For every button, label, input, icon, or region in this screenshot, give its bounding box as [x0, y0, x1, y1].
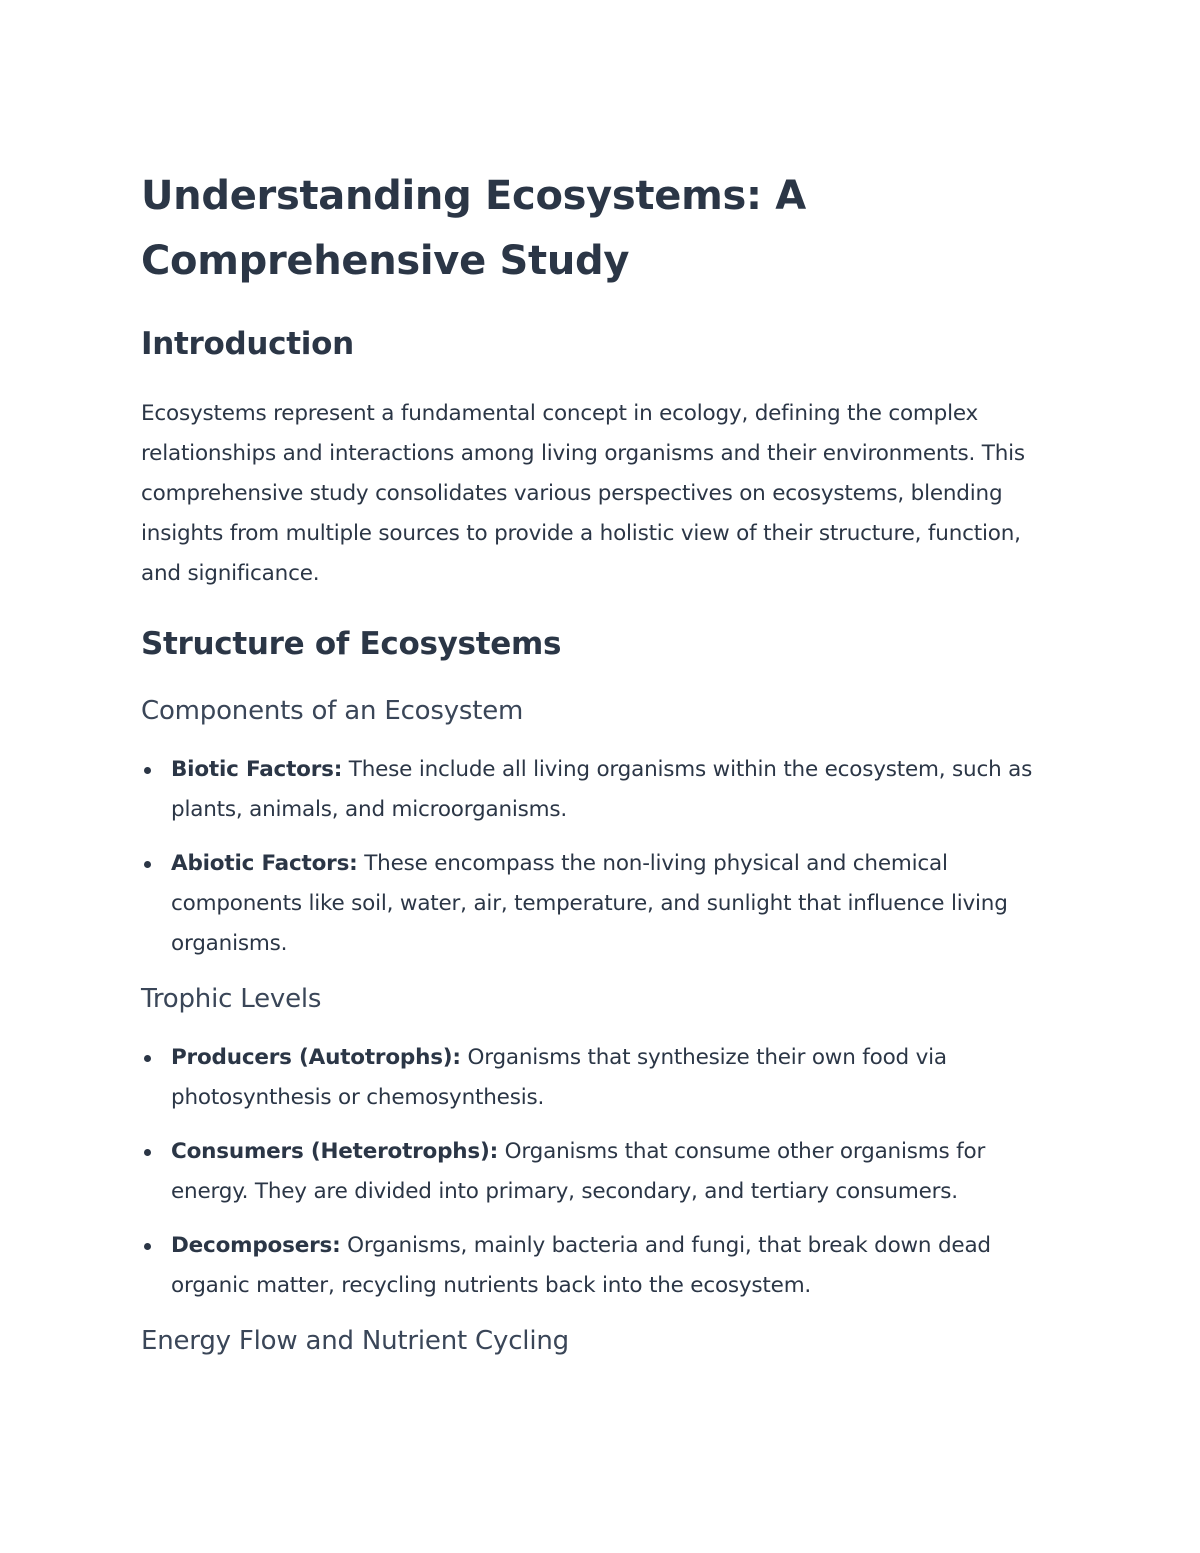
- bullet-icon: [144, 1149, 151, 1156]
- list-item-term: Abiotic Factors:: [171, 851, 358, 876]
- list-item: [141, 1038, 1061, 1118]
- bullet-icon: [144, 861, 151, 868]
- list-item-term: Consumers (Heterotrophs):: [171, 1139, 499, 1164]
- section-heading-introduction: Introduction: [141, 326, 354, 362]
- list-item-text: Organisms that consume other organisms for energy. They are divided into primary, secondary, and tertiary consumers.: [171, 1139, 986, 1204]
- subsection-heading-trophic-levels: Trophic Levels: [141, 984, 322, 1014]
- section-heading-structure: Structure of Ecosystems: [141, 626, 562, 662]
- components-list: [141, 750, 1061, 964]
- list-item: [141, 844, 1061, 964]
- bullet-icon: [144, 1055, 151, 1062]
- bullet-icon: [144, 767, 151, 774]
- trophic-levels-list: [141, 1038, 1061, 1306]
- document-title: Understanding Ecosystems: A Comprehensive Study: [141, 173, 806, 284]
- list-item: [141, 1132, 1061, 1212]
- list-item-text: These encompass the non-living physical and chemical components like soil, water, air, temperature, and sunlight that influence living organisms.: [171, 851, 1008, 956]
- list-item-text: These include all living organisms within the ecosystem, such as plants, animals, and microorganisms.: [171, 757, 1033, 822]
- subsection-heading-energy-flow: Energy Flow and Nutrient Cycling: [141, 1326, 569, 1356]
- list-item: [141, 750, 1061, 830]
- list-item: [141, 1226, 1061, 1306]
- list-item-text: Organisms that synthesize their own food via photosynthesis or chemosynthesis.: [171, 1045, 947, 1110]
- introduction-paragraph: Ecosystems represent a fundamental concept in ecology, defining the complex relationships and interactions among living organisms and their environments. This comprehensive study consolidates various perspectives on ecosystems, blending insights from multiple sources to provide a holistic view of their structure, function, and significance.: [141, 401, 1025, 586]
- bullet-icon: [144, 1243, 151, 1250]
- document-content: [141, 164, 1061, 1380]
- list-item-term: Producers (Autotrophs):: [171, 1045, 461, 1070]
- list-item-term: Decomposers:: [171, 1233, 341, 1258]
- list-item-term: Biotic Factors:: [171, 757, 343, 782]
- list-item-text: Organisms, mainly bacteria and fungi, that break down dead organic matter, recycling nutrients back into the ecosystem.: [171, 1233, 991, 1298]
- subsection-heading-components: Components of an Ecosystem: [141, 696, 524, 726]
